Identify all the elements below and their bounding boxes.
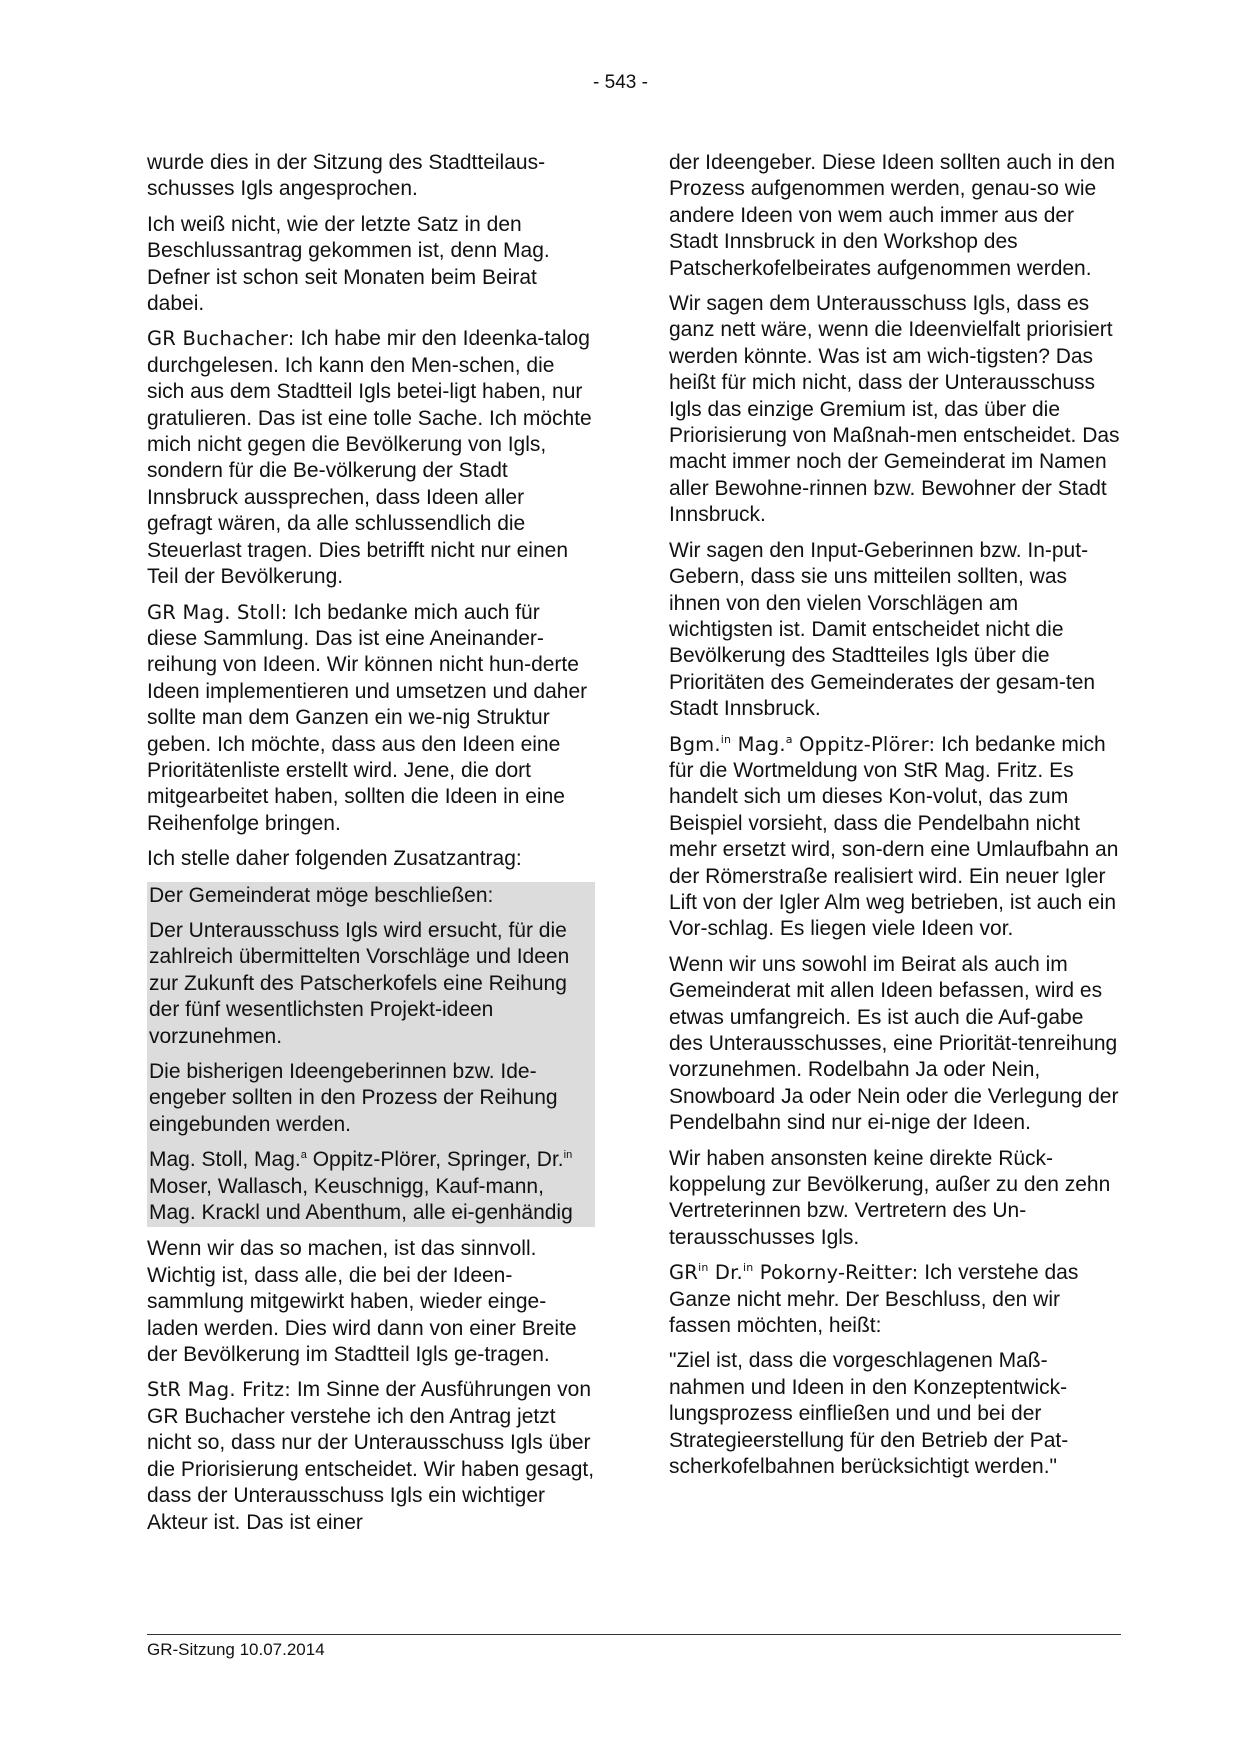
motion-paragraph: Der Unterausschuss Igls wird ersucht, für die zahlreich übermittelten Vorschläge und Ideen zur Zukunft des Patscherkofels eine Reihung der fünf wesentlichsten Projekt-ideen vorzunehmen.: [149, 918, 570, 1048]
paragraph: wurde dies in der Sitzung des Stadtteilaus-schusses Igls angesprochen.: [147, 151, 546, 201]
speaker-name: GR Buchacher:: [147, 327, 295, 351]
paragraph: Wir haben ansonsten keine direkte Rück-koppelung zur Bevölkerung, außer zu den zehn Vertreterinnen bzw. Vertretern des Un-terausschusses Igls.: [669, 1146, 1111, 1249]
signatory-text: Oppitz-Plörer, Springer, Dr.: [306, 1148, 564, 1172]
title-superscript: in: [698, 1261, 709, 1275]
paragraph: Wir sagen dem Unterausschuss Igls, dass es ganz nett wäre, wenn die Ideenvielfalt priorisiert werden könnte. Was ist am wich-tigsten? Das heißt für mich nicht, dass der Unterausschuss Igls das einzige Gremium ist, das über die Priorisierung von Maßnah-men entscheidet. Das macht immer noch der Gemeinderat im Namen aller Bewohne-rinnen bzw. Bewohner der Stadt Innsbruck.: [669, 292, 1120, 527]
speaker-name: [669, 1261, 918, 1284]
statement-stoll: [147, 600, 595, 838]
footer-divider: [147, 1634, 1121, 1635]
speaker-title: Mag.: [731, 732, 786, 756]
speaker-title: Bgm.: [669, 732, 721, 756]
motion-paragraph: Die bisherigen Ideengeberinnen bzw. Ide-engeber sollten in den Prozess der Reihung eingebunden werden.: [149, 1060, 558, 1136]
quoted-resolution: "Ziel ist, dass die vorgeschlagenen Maß-nahmen und Ideen in den Konzeptentwick-lungsprozess einfließen und und bei der Strategieerstellung für den Betrieb der Pat-scherkofelbahnen berücksichtigt werden.": [669, 1349, 1069, 1479]
page-number: - 543 -: [593, 72, 648, 93]
paragraph: Wenn wir das so machen, ist das sinnvoll. Wichtig ist, dass alle, die bei der Ideen-sammlung mitgewirkt haben, wieder einge-laden werden. Dies wird dann von einer Breite der Bevölkerung im Stadtteil Igls ge-tragen.: [147, 1237, 577, 1367]
speaker-title: Dr.: [708, 1261, 743, 1285]
statement-text: Ich bedanke mich auch für diese Sammlung. Das ist eine Aneinander-reihung von Ideen. Wir können nicht hun-derte Ideen implementieren und umsetzen und daher sollte man dem Ganzen ein we-nig Struktur geben. Ich möchte, dass aus den Ideen eine Prioritätenliste erstellt wird. Jene, die dort mitgearbeitet haben, sollten die Ideen in eine Reihenfolge bringen.: [147, 600, 588, 835]
statement-oppitz-ploerer: [669, 732, 1121, 943]
signatory-text: Moser, Wallasch, Keuschnigg, Kauf-mann, Mag. Krackl und Abenthum, alle ei-genhändig: [149, 1174, 573, 1225]
title-superscript: in: [742, 1261, 754, 1275]
signatory-text: Mag. Stoll, Mag.: [149, 1148, 301, 1172]
speaker-title: GR: [669, 1261, 699, 1285]
motion-signatories: [149, 1147, 595, 1226]
title-superscript: in: [563, 1149, 573, 1162]
paragraph: der Ideengeber. Diese Ideen sollten auch in den Prozess aufgenommen werden, genau-so wie andere Ideen von wem auch immer aus der Stadt Innsbruck in den Workshop des Patscherkofelbeirates aufgenommen werden.: [669, 151, 1115, 280]
statement-text: Im Sinne der Ausführungen von GR Buchacher verstehe ich den Antrag jetzt nicht so, dass nur der Unterausschuss Igls über die Priorisierung entscheidet. Wir haben gesagt, dass der Unterausschuss Igls ein wichtiger Akteur ist. Das ist einer: [147, 1378, 595, 1534]
speaker-name: StR Mag. Fritz:: [147, 1378, 292, 1402]
statement-text: Ich verstehe das Ganze nicht mehr. Der Beschluss, den wir fassen möchten, heißt:: [669, 1261, 1079, 1338]
paragraph: Wir sagen den Input-Geberinnen bzw. In-put-Gebern, dass sie uns mitteilen sollten, was ihnen von den vielen Vorschlägen am wichtigsten ist. Damit entscheidet nicht die Bevölkerung des Stadtteiles Igls über die Prioritäten des Gemeinderates der gesam-ten Stadt Innsbruck.: [669, 538, 1096, 721]
speaker-name: [669, 733, 935, 756]
right-column: [669, 150, 1121, 1490]
speaker-surname: Pokorny-Reitter:: [753, 1261, 919, 1285]
paragraph: Ich stelle daher folgenden Zusatzantrag:: [147, 847, 522, 871]
motion-box: [147, 882, 595, 1228]
motion-intro: Der Gemeinderat möge beschließen:: [149, 883, 494, 907]
paragraph: Ich weiß nicht, wie der letzte Satz in den Beschlussantrag gekommen ist, denn Mag. Defner ist schon seit Monaten beim Beirat dabei.: [147, 212, 550, 316]
footer-session-date: GR-Sitzung 10.07.2014: [147, 1640, 325, 1659]
title-superscript: a: [300, 1149, 307, 1162]
statement-text: Ich bedanke mich für die Wortmeldung von StR Mag. Fritz. Es handelt sich um dieses Kon-volut, das zum Beispiel vorsieht, dass die Pendelbahn nicht mehr ersetzt wird, son-dern eine Umlaufbahn an der Römerstraße realisiert wird. Ein neuer Igler Lift von der Igler Alm weg betrieben, ist auch ein Vor-schlag. Es liegen viele Ideen vor.: [669, 732, 1119, 941]
statement-text: Ich habe mir den Ideenka-talog durchgelesen. Ich kann den Men-schen, die sich aus dem Stadtteil Igls betei-ligt haben, nur gratulieren. Das ist eine tolle Sache. Ich möchte mich nicht gegen die Bevölkerung von Igls, sondern für die Be-völkerung der Stadt Innsbruck aussprechen, dass Ideen aller gefragt wären, da alle schlussendlich die Steuerlast tragen. Dies betrifft nicht nur einen Teil der Bevölkerung.: [147, 327, 592, 589]
left-column: [147, 150, 595, 1545]
title-superscript: in: [720, 732, 732, 746]
statement-fritz: [147, 1377, 595, 1535]
statement-buchacher: [147, 326, 595, 590]
statement-pokorny-reitter: [669, 1260, 1121, 1339]
speaker-name: GR Mag. Stoll:: [147, 600, 288, 624]
speaker-surname: Oppitz-Plörer:: [792, 732, 936, 756]
title-superscript: a: [785, 732, 793, 746]
paragraph: Wenn wir uns sowohl im Beirat als auch im Gemeinderat mit allen Ideen befassen, wird es etwas umfangreich. Es ist auch die Auf-gabe des Unterausschusses, eine Priorität-tenreihung vorzunehmen. Rodelbahn Ja oder Nein, Snowboard Ja oder Nein oder die Verlegung der Pendelbahn sind nur ei-nige der Ideen.: [669, 952, 1119, 1135]
